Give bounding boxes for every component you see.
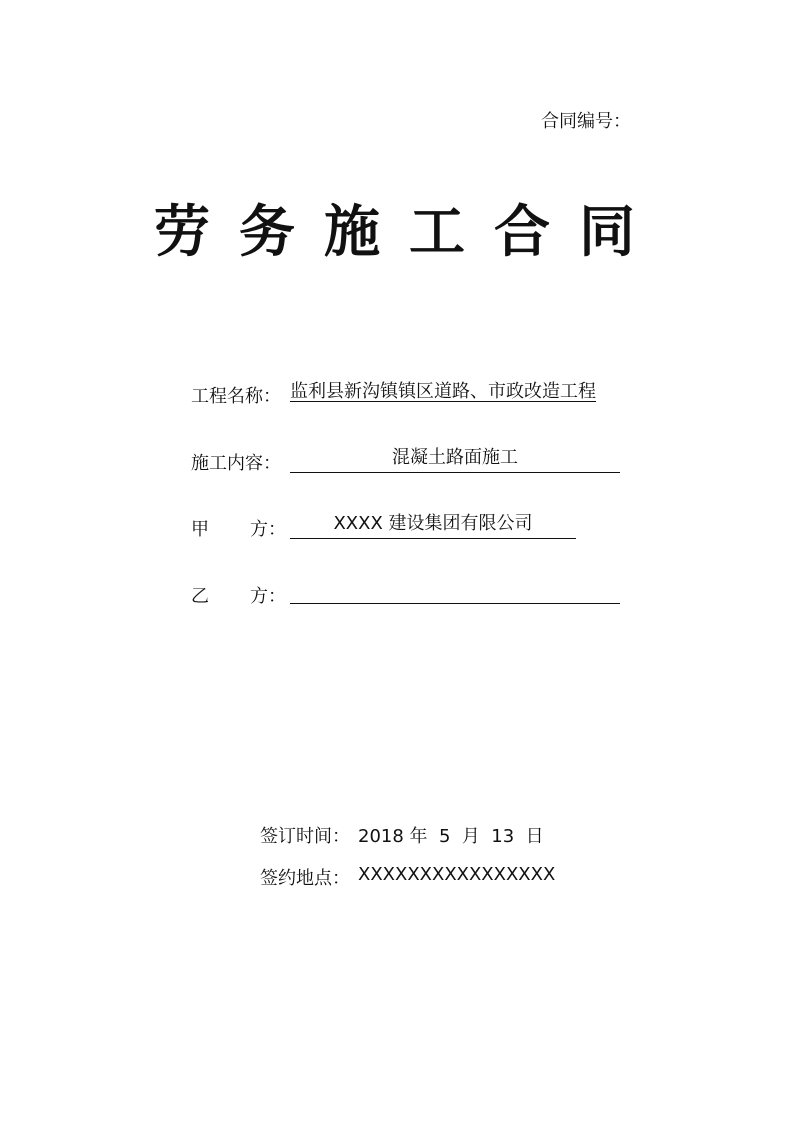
party-a-label-suffix: 方： (250, 519, 286, 540)
project-name-label: 工程名称： (191, 386, 281, 407)
signing-date-value: 2018 年 5 月 13 日 (358, 826, 544, 847)
party-b-value (290, 577, 620, 604)
project-name-value: 监利县新沟镇镇区道路、市政改造工程 (290, 381, 596, 402)
signing-date-label: 签订时间： (260, 826, 350, 847)
work-content-label: 施工内容： (191, 453, 281, 474)
contract-number-label: 合同编号： (541, 111, 631, 132)
party-a-label-char: 甲 (191, 519, 209, 540)
document-title: 劳务施工合同 (154, 199, 664, 265)
party-b-label-suffix: 方： (250, 586, 286, 607)
party-b-label-char: 乙 (191, 586, 209, 607)
party-a-value: XXXX 建设集团有限公司 (290, 512, 576, 539)
work-content-value: 混凝土路面施工 (290, 446, 620, 473)
signing-place-value: XXXXXXXXXXXXXXXX (358, 864, 556, 885)
signing-place-label: 签约地点： (260, 868, 350, 889)
